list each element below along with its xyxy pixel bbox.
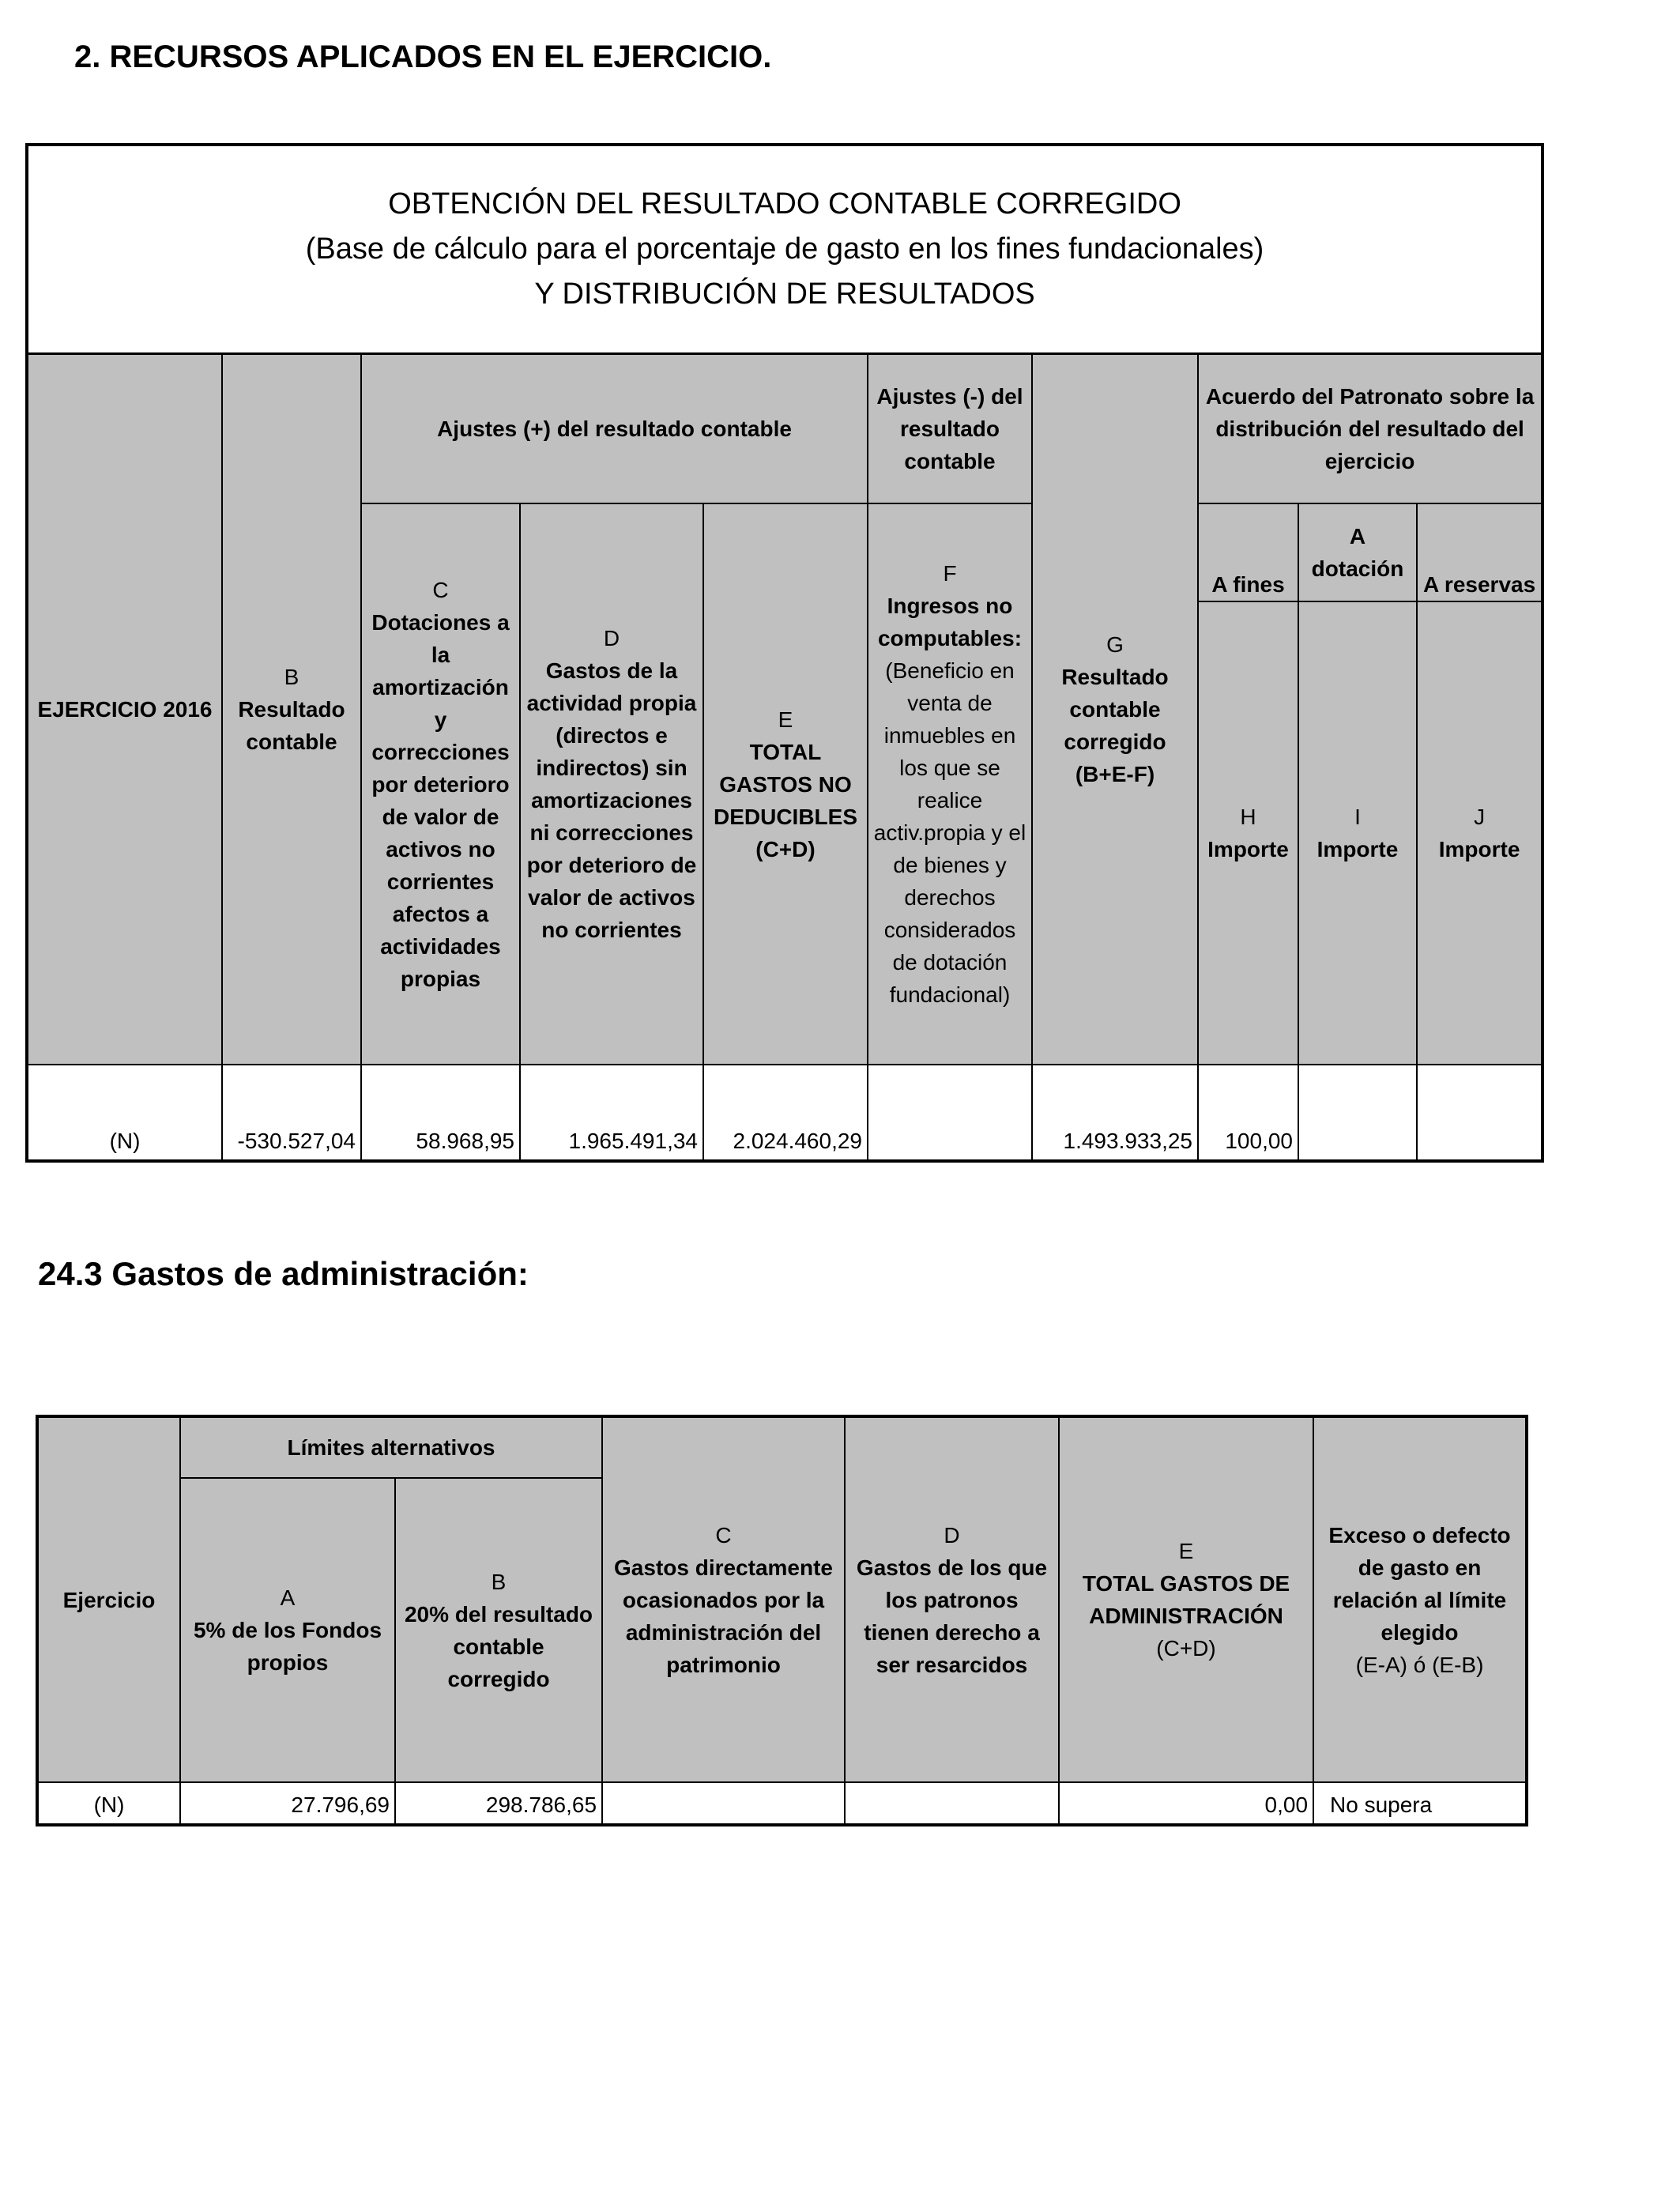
cell-e: 0,00: [1059, 1782, 1313, 1825]
header-ajustes-negativos: Ajustes (-) del resultado contable: [868, 353, 1032, 503]
table-title: [27, 145, 1543, 353]
table-row: [37, 1782, 1527, 1825]
cell-ejercicio: (N): [37, 1782, 180, 1825]
cell-exceso: No supera: [1313, 1782, 1527, 1825]
cell-b: -530.527,04: [222, 1065, 361, 1161]
header-ajustes-positivos: Ajustes (+) del resultado contable: [361, 353, 868, 503]
header-col-c: C Gastos directamente ocasionados por la administración del patrimonio: [602, 1416, 845, 1782]
header-ejercicio: Ejercicio: [37, 1416, 180, 1782]
header-col-e: E TOTAL GASTOS DE ADMINISTRACIÓN (C+D): [1059, 1416, 1313, 1782]
gastos-administracion-table: [36, 1415, 1528, 1826]
title-line: OBTENCIÓN DEL RESULTADO CONTABLE CORREGIDO: [388, 187, 1181, 221]
cell-g: 1.493.933,25: [1032, 1065, 1198, 1161]
header-a-dotacion: A dotación: [1298, 503, 1417, 601]
header-acuerdo-patronato: Acuerdo del Patronato sobre la distribución del resultado del ejercicio: [1198, 353, 1543, 503]
header-col-d: D Gastos de los que los patronos tienen derecho a ser resarcidos: [845, 1416, 1059, 1782]
header-col-c: C Dotaciones a la amortización y correcciones por deterioro de valor de activos no corrientes afectos a actividades propias: [361, 503, 520, 1065]
header-col-j: J Importe: [1417, 601, 1543, 1065]
cell-f: [868, 1065, 1032, 1161]
header-col-b: B Resultado contable: [222, 353, 361, 1065]
cell-i: [1298, 1065, 1417, 1161]
header-col-g: G Resultado contable corregido (B+E-F): [1032, 353, 1198, 1065]
cell-d: 1.965.491,34: [520, 1065, 703, 1161]
header-col-f: F Ingresos no computables: (Beneficio en venta de inmuebles en los que se realice activ.propia y el de bienes y derechos considerados de dotación fundacional): [868, 503, 1032, 1065]
table-row: [27, 1065, 1543, 1161]
cell-c: [602, 1782, 845, 1825]
header-col-d: D Gastos de la actividad propia (directos e indirectos) sin amortizaciones ni correcciones por deterioro de valor de activos no corrientes: [520, 503, 703, 1065]
title-line: Y DISTRIBUCIÓN DE RESULTADOS: [534, 277, 1035, 311]
cell-ejercicio: (N): [27, 1065, 222, 1161]
resultado-contable-table: [25, 143, 1544, 1163]
header-exceso-defecto: Exceso o defecto de gasto en relación al límite elegido (E-A) ó (E-B): [1313, 1416, 1527, 1782]
header-col-b: B 20% del resultado contable corregido: [395, 1478, 602, 1782]
header-ejercicio: EJERCICIO 2016: [27, 353, 222, 1065]
header-col-a: A 5% de los Fondos propios: [180, 1478, 395, 1782]
cell-c: 58.968,95: [361, 1065, 520, 1161]
cell-b: 298.786,65: [395, 1782, 602, 1825]
header-a-reservas: A reservas: [1417, 503, 1543, 601]
cell-h: 100,00: [1198, 1065, 1298, 1161]
section-heading: 2. RECURSOS APLICADOS EN EL EJERCICIO.: [74, 40, 772, 74]
header-col-i: I Importe: [1298, 601, 1417, 1065]
header-limites-alternativos: Límites alternativos: [180, 1416, 602, 1478]
cell-j: [1417, 1065, 1543, 1161]
cell-e: 2.024.460,29: [703, 1065, 868, 1161]
cell-d: [845, 1782, 1059, 1825]
title-line: (Base de cálculo para el porcentaje de gasto en los fines fundacionales): [305, 232, 1264, 266]
subsection-heading: 24.3 Gastos de administración:: [38, 1255, 529, 1292]
header-col-e: E TOTAL GASTOS NO DEDUCIBLES (C+D): [703, 503, 868, 1065]
cell-a: 27.796,69: [180, 1782, 395, 1825]
header-a-fines: A fines: [1198, 503, 1298, 601]
header-col-h: H Importe: [1198, 601, 1298, 1065]
